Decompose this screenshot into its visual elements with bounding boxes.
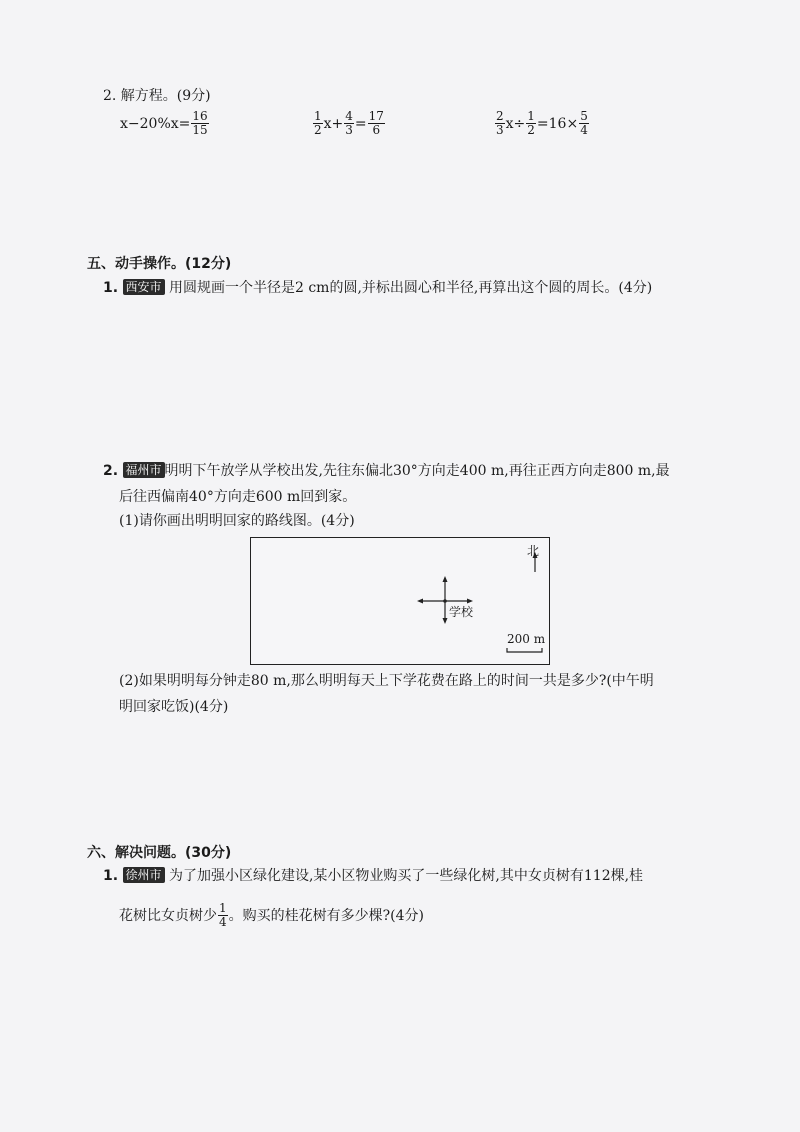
fraction-numerator: 1 xyxy=(527,109,535,123)
equation-3-fraction-c xyxy=(579,110,589,137)
question-text: 。购买的桂花树有多少棵?(4分) xyxy=(228,907,424,924)
part5-q1 xyxy=(103,278,652,298)
fraction-numerator: 16 xyxy=(192,109,208,123)
equation-2-fraction-c xyxy=(368,110,385,137)
fraction-denominator: 3 xyxy=(345,123,353,137)
question-text: 明明下午放学从学校出发,先往东偏北30°方向走400 m,再往正西方向走800 m,最 xyxy=(164,463,670,479)
fraction-denominator: 4 xyxy=(580,123,588,137)
equation-2-fraction-a xyxy=(313,110,323,137)
fraction-numerator: 17 xyxy=(368,109,384,123)
equation-3-fraction-b xyxy=(526,110,536,137)
north-axis-arrowhead-icon xyxy=(443,576,448,582)
part6-q1-line2 xyxy=(119,902,424,929)
equation-1-lhs: x−20%x= xyxy=(120,115,191,132)
school-label: 学校 xyxy=(449,605,474,619)
question-fraction xyxy=(218,902,228,929)
fraction-denominator: 2 xyxy=(314,123,322,137)
fraction-numerator: 1 xyxy=(219,901,227,915)
north-label: 北 xyxy=(527,544,540,558)
question-number: 1. xyxy=(103,280,119,296)
route-map[interactable] xyxy=(250,537,550,665)
equation-2-fraction-b xyxy=(344,110,354,137)
fraction-denominator: 3 xyxy=(496,123,504,137)
equation-2-equals: = xyxy=(354,115,367,132)
part5-q2-line1 xyxy=(103,461,670,481)
part5-q2-sub2-line2: 明回家吃饭)(4分) xyxy=(119,699,229,715)
school-point xyxy=(443,599,447,603)
question-text: 为了加强小区绿化建设,某小区物业购买了一些绿化树,其中女贞树有112棵,桂 xyxy=(168,868,644,884)
region-tag: 福州市 xyxy=(123,462,165,478)
question-text: 花树比女贞树少 xyxy=(119,907,217,924)
equation-2-operator: x+ xyxy=(323,115,344,132)
scale-label: 200 m xyxy=(507,632,546,646)
equation-1 xyxy=(120,110,210,137)
part5-q2-sub1: (1)请你画出明明回家的路线图。(4分) xyxy=(119,513,355,529)
q2-solve-equations-title: 2. 解方程。(9分) xyxy=(103,88,211,104)
fraction-numerator: 1 xyxy=(314,109,322,123)
region-tag: 徐州市 xyxy=(123,867,165,883)
equation-3-operator: x÷ xyxy=(505,115,526,132)
route-map-canvas xyxy=(251,538,549,664)
part5-q2-sub2-line1: (2)如果明明每分钟走80 m,那么明明每天上下学花费在路上的时间一共是多少?(中午明 xyxy=(119,673,654,689)
equation-3-equals: =16× xyxy=(536,115,579,132)
part5-q2-line2: 后往西偏南40°方向走600 m回到家。 xyxy=(119,489,357,505)
question-number: 1. xyxy=(103,868,119,884)
fraction-denominator: 6 xyxy=(372,123,381,137)
region-tag: 西安市 xyxy=(123,279,165,295)
part6-q1-line1 xyxy=(103,866,643,886)
fraction-denominator: 4 xyxy=(219,915,227,929)
section-6-title: 六、解决问题。(30分) xyxy=(87,845,232,861)
fraction-denominator: 15 xyxy=(192,123,208,137)
scale-bar xyxy=(507,648,542,652)
question-number: 2. xyxy=(103,463,119,479)
fraction-numerator: 5 xyxy=(580,109,588,123)
south-axis-arrowhead-icon xyxy=(443,618,448,624)
equation-3-fraction-a xyxy=(495,110,505,137)
fraction-numerator: 2 xyxy=(496,109,504,123)
equation-1-fraction xyxy=(191,110,208,137)
fraction-denominator: 2 xyxy=(527,123,535,137)
west-arrowhead-icon xyxy=(417,599,423,604)
question-text: 用圆规画一个半径是2 cm的圆,并标出圆心和半径,再算出这个圆的周长。(4分) xyxy=(168,280,653,296)
equation-3 xyxy=(494,110,590,137)
equation-2 xyxy=(312,110,386,137)
fraction-numerator: 4 xyxy=(345,109,353,123)
section-5-title: 五、动手操作。(12分) xyxy=(87,256,232,272)
